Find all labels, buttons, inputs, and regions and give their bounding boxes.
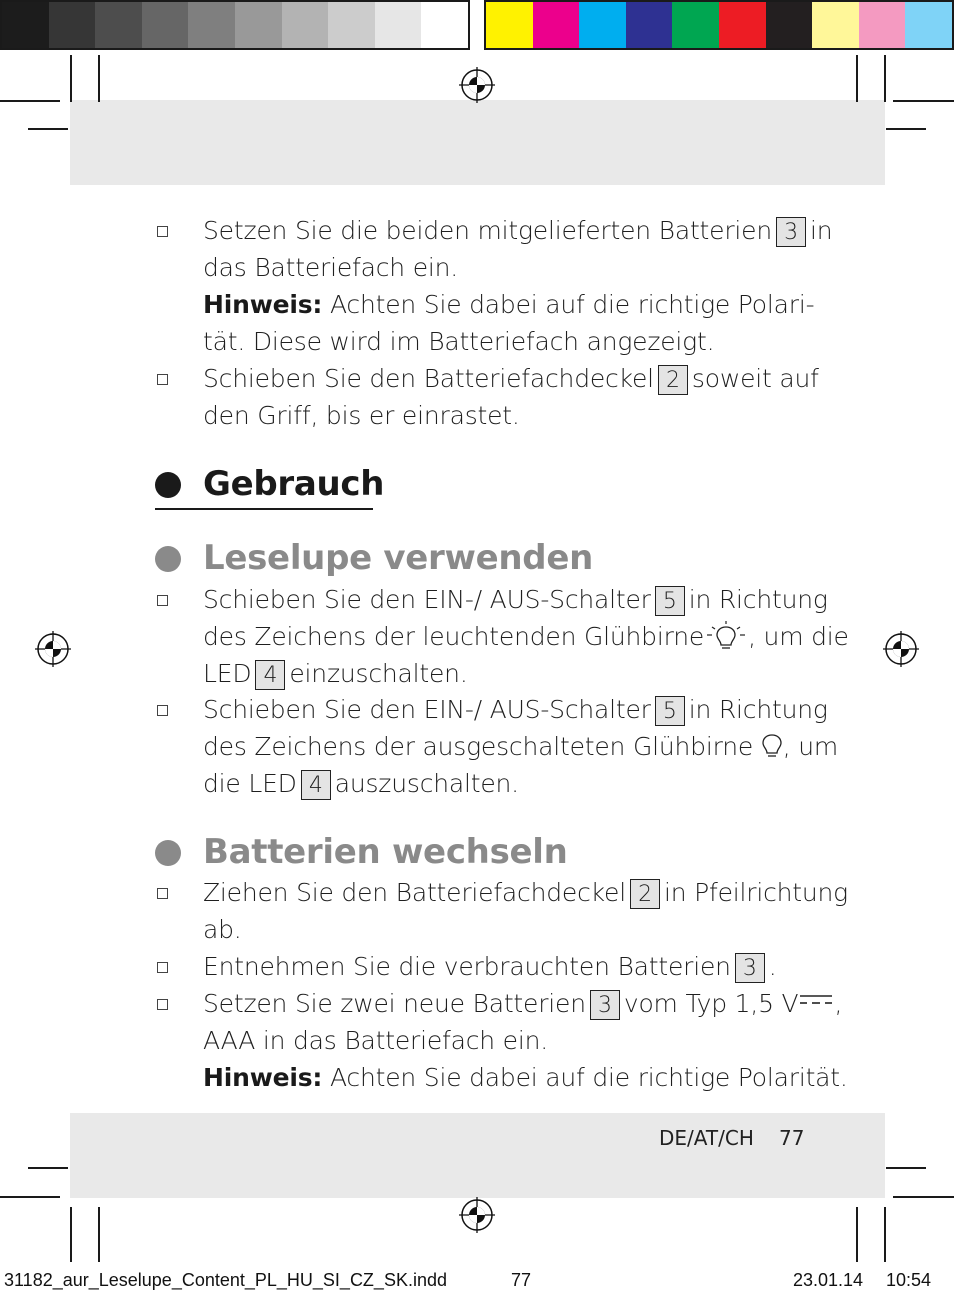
slug-date: 23.01.14 [793, 1270, 864, 1290]
registration-mark-icon [459, 67, 495, 103]
part-ref: 2 [658, 365, 688, 395]
section-title-batteries: Batterien wechseln [203, 832, 568, 872]
note-label: Hinweis: [203, 290, 323, 319]
heading-bullet-icon [155, 840, 181, 866]
bullet-box-icon [157, 226, 168, 237]
battery-step-2: Entnehmen Sie die verbrauchten Batterien 3 . [203, 952, 777, 981]
registration-mark-icon [459, 1197, 495, 1233]
registration-mark-icon [35, 631, 71, 667]
part-ref: 5 [655, 696, 685, 726]
slug-time: 10:54 [886, 1270, 932, 1290]
bullet-box-icon [157, 705, 168, 716]
lit-bulb-icon [704, 621, 748, 651]
install-step-2: Schieben Sie den Batteriefachdeckel 2 soweit auf den Griff, bis er einrastet. [203, 364, 819, 430]
footer-band [70, 1113, 885, 1198]
dc-symbol-icon [798, 990, 834, 1010]
bullet-box-icon [157, 962, 168, 973]
part-ref: 3 [735, 953, 765, 983]
magnifier-step-off: Schieben Sie den EIN-/ AUS-Schalter 5 in Richtung des Zeichens der ausgeschalteten Glühbirne , um die LED 4 auszuschalten. [203, 695, 839, 798]
bullet-box-icon [157, 595, 168, 606]
section-title-use: Gebrauch [203, 464, 385, 504]
color-swatch-frame [484, 0, 954, 50]
header-band [70, 100, 885, 185]
battery-step-1: Ziehen Sie den Batteriefachdeckel 2 in Pfeilrichtung ab. [203, 878, 848, 944]
heading-underline [155, 508, 373, 510]
part-ref: 5 [655, 586, 685, 616]
part-ref: 4 [255, 660, 285, 690]
heading-bullet-icon [155, 472, 181, 498]
slug-page: 77 [511, 1270, 532, 1290]
part-ref: 3 [590, 990, 620, 1020]
battery-step-3: Setzen Sie zwei neue Batterien 3 vom Typ 1,5 V , AAA in das Batteriefach ein. Hinweis: Achten Sie dabei auf die richtige Polarität. [203, 989, 848, 1092]
registration-mark-icon [883, 631, 919, 667]
slug-filename: 31182_aur_Leselupe_Content_PL_HU_SI_CZ_SK.indd [4, 1270, 447, 1290]
grey-swatch-frame [0, 0, 470, 50]
install-step-1: Setzen Sie die beiden mitgelieferten Batterien 3 in das Batteriefach ein. Hinweis: Achten Sie dabei auf die richtige Polari- tät. Diese wird im Batteriefach angezeigt. [203, 216, 833, 356]
part-ref: 2 [630, 879, 660, 909]
bullet-box-icon [157, 888, 168, 899]
part-ref: 3 [776, 217, 806, 247]
part-ref: 4 [301, 770, 331, 800]
page-number: 77 [779, 1126, 805, 1150]
magnifier-step-on: Schieben Sie den EIN-/ AUS-Schalter 5 in Richtung des Zeichens der leuchtenden Glühbirne , um die LED 4 einzuschalten. [203, 585, 849, 688]
bullet-box-icon [157, 374, 168, 385]
heading-bullet-icon [155, 546, 181, 572]
note-label: Hinweis: [203, 1063, 323, 1092]
bullet-box-icon [157, 999, 168, 1010]
section-title-magnifier: Leselupe verwenden [203, 538, 593, 578]
unlit-bulb-icon [761, 731, 783, 761]
footer-locale: DE/AT/CH [659, 1126, 754, 1150]
color-calibration-bar [0, 0, 954, 50]
